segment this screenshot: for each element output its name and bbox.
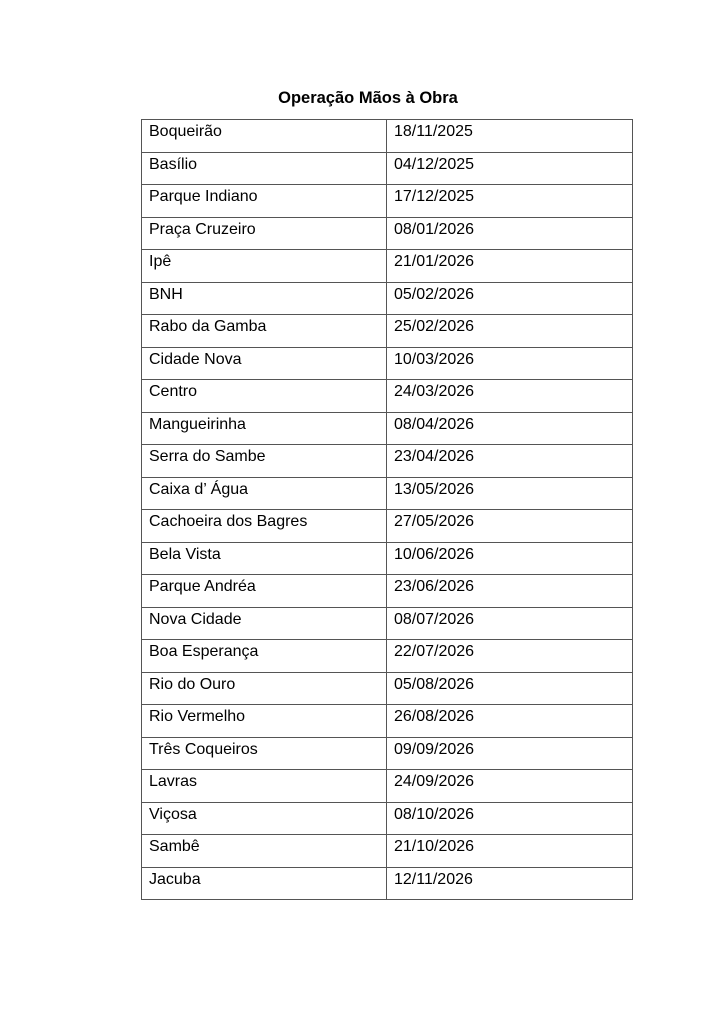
place-cell: Boa Esperança — [142, 640, 387, 673]
date-cell: 12/11/2026 — [387, 867, 633, 900]
table-row — [142, 412, 633, 445]
date-cell: 21/01/2026 — [387, 250, 633, 283]
date-cell: 04/12/2025 — [387, 152, 633, 185]
date-cell: 08/07/2026 — [387, 607, 633, 640]
place-cell: Rio Vermelho — [142, 705, 387, 738]
date-cell: 10/03/2026 — [387, 347, 633, 380]
place-cell: Cidade Nova — [142, 347, 387, 380]
place-cell: Ipê — [142, 250, 387, 283]
place-cell: Praça Cruzeiro — [142, 217, 387, 250]
place-cell: Sambê — [142, 835, 387, 868]
table-row — [142, 770, 633, 803]
date-cell: 21/10/2026 — [387, 835, 633, 868]
place-cell: Rio do Ouro — [142, 672, 387, 705]
table-row — [142, 575, 633, 608]
table-row — [142, 250, 633, 283]
place-cell: Parque Indiano — [142, 185, 387, 218]
place-cell: Cachoeira dos Bagres — [142, 510, 387, 543]
date-cell: 05/08/2026 — [387, 672, 633, 705]
table-row — [142, 445, 633, 478]
table-row — [142, 640, 633, 673]
table-row — [142, 380, 633, 413]
table-row — [142, 315, 633, 348]
date-cell: 10/06/2026 — [387, 542, 633, 575]
date-cell: 09/09/2026 — [387, 737, 633, 770]
table-row — [142, 607, 633, 640]
schedule-table-body — [142, 120, 633, 900]
date-cell: 26/08/2026 — [387, 705, 633, 738]
place-cell: BNH — [142, 282, 387, 315]
place-cell: Centro — [142, 380, 387, 413]
place-cell: Basílio — [142, 152, 387, 185]
table-row — [142, 185, 633, 218]
table-row — [142, 217, 633, 250]
table-row — [142, 120, 633, 153]
place-cell: Boqueirão — [142, 120, 387, 153]
place-cell: Três Coqueiros — [142, 737, 387, 770]
date-cell: 08/01/2026 — [387, 217, 633, 250]
date-cell: 08/04/2026 — [387, 412, 633, 445]
date-cell: 27/05/2026 — [387, 510, 633, 543]
document-title: Operação Mãos à Obra — [278, 89, 458, 107]
date-cell: 05/02/2026 — [387, 282, 633, 315]
table-row — [142, 737, 633, 770]
table-row — [142, 867, 633, 900]
date-cell: 22/07/2026 — [387, 640, 633, 673]
date-cell: 24/09/2026 — [387, 770, 633, 803]
table-row — [142, 477, 633, 510]
date-cell: 13/05/2026 — [387, 477, 633, 510]
place-cell: Bela Vista — [142, 542, 387, 575]
date-cell: 24/03/2026 — [387, 380, 633, 413]
table-row — [142, 672, 633, 705]
schedule-table — [141, 119, 633, 900]
table-row — [142, 705, 633, 738]
table-row — [142, 347, 633, 380]
table-row — [142, 152, 633, 185]
place-cell: Rabo da Gamba — [142, 315, 387, 348]
place-cell: Nova Cidade — [142, 607, 387, 640]
table-row — [142, 542, 633, 575]
table-row — [142, 510, 633, 543]
place-cell: Lavras — [142, 770, 387, 803]
place-cell: Parque Andréa — [142, 575, 387, 608]
date-cell: 17/12/2025 — [387, 185, 633, 218]
table-row — [142, 282, 633, 315]
date-cell: 18/11/2025 — [387, 120, 633, 153]
date-cell: 23/06/2026 — [387, 575, 633, 608]
place-cell: Viçosa — [142, 802, 387, 835]
place-cell: Mangueirinha — [142, 412, 387, 445]
table-row — [142, 802, 633, 835]
place-cell: Jacuba — [142, 867, 387, 900]
date-cell: 23/04/2026 — [387, 445, 633, 478]
date-cell: 08/10/2026 — [387, 802, 633, 835]
date-cell: 25/02/2026 — [387, 315, 633, 348]
table-row — [142, 835, 633, 868]
place-cell: Serra do Sambe — [142, 445, 387, 478]
place-cell: Caixa d’ Água — [142, 477, 387, 510]
